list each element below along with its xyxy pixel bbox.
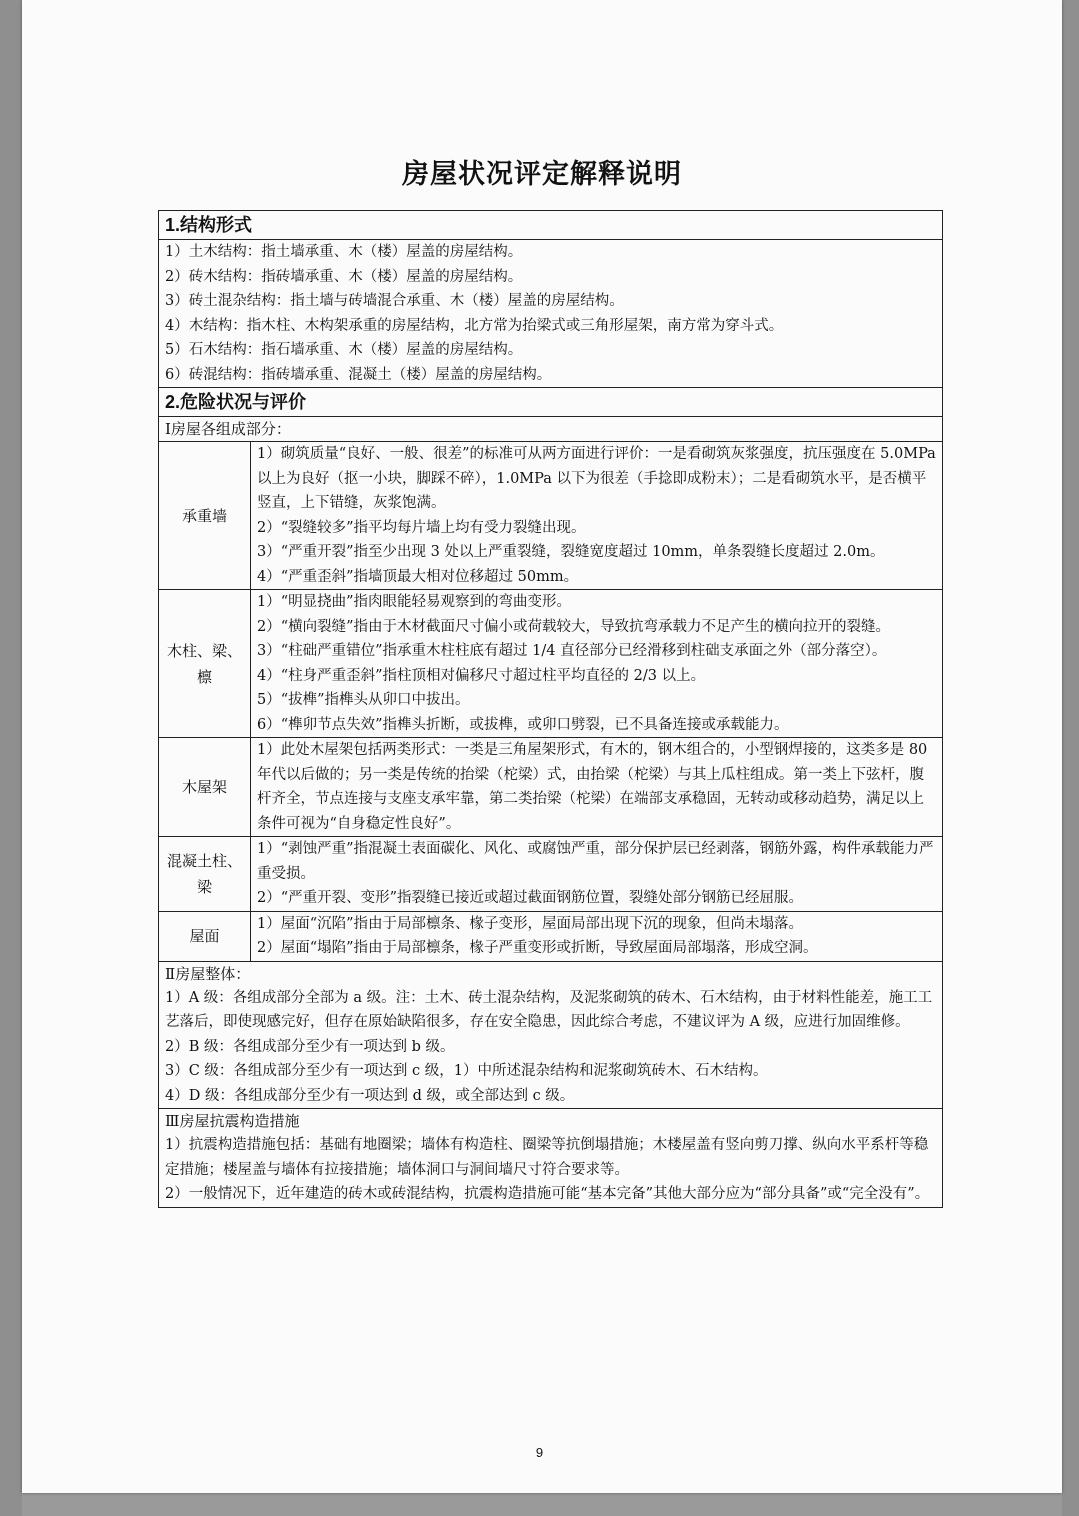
section-structure-heading-row	[159, 211, 943, 240]
row-label: 屋面	[159, 911, 251, 961]
subsection-heading: Ⅱ房屋整体：	[165, 964, 251, 983]
list-item: 1）“剥蚀严重”指混凝土表面碳化、风化、或腐蚀严重，部分保护层已经剥落，钢筋外露，构件承载能力严重受损。	[257, 841, 934, 882]
list-item: 1）此处木屋架包括两类形式：一类是三角屋架形式，有木的，钢木组合的，小型钢焊接的，这类多是 80 年代以后做的；另一类是传统的抬梁（柁梁）式，由抬梁（柁梁）与其上瓜柱组成。第一类上下弦杆，腹杆齐全，节点连接与支座支承牢靠，第二类抬梁（柁梁）在端部支承稳固，无转动或移动趋势，满足以上条件可视为“自身稳定性良好”。	[257, 742, 928, 832]
list-item: 4）D 级：各组成部分至少有一项达到 d 级，或全部达到 c 级。	[165, 1087, 575, 1104]
list-item: 2）“严重开裂、变形”指裂缝已接近或超过截面钢筋位置，裂缝处部分钢筋已经屈服。	[257, 890, 804, 906]
list-item: 4）“严重歪斜”指墙顶最大相对位移超过 50mm。	[257, 568, 579, 585]
list-item: 3）砖土混杂结构：指土墙与砖墙混合承重、木（楼）屋盖的房屋结构。	[165, 293, 624, 309]
part1-heading-row	[159, 417, 943, 442]
list-item: 3）“严重开裂”指至少出现 3 处以上严重裂缝，裂缝宽度超过 10mm，单条裂缝长度超过 2.0m。	[257, 544, 885, 560]
section-structure-body	[159, 240, 943, 388]
table-row	[159, 442, 943, 590]
list-item: 1）土木结构：指土墙承重、木（楼）屋盖的房屋结构。	[165, 244, 523, 260]
part3-row	[159, 1109, 943, 1208]
list-item: 6）砖混结构：指砖墙承重、混凝土（楼）屋盖的房屋结构。	[165, 366, 552, 383]
row-label: 混凝土柱、梁	[159, 837, 251, 912]
row-content	[251, 911, 943, 961]
list-item: 3）“柱础严重错位”指承重木柱柱底有超过 1/4 直径部分已经滑移到柱础支承面之外（部分落空）。	[257, 643, 887, 659]
list-item: 5）“拔榫”指榫头从卯口中拔出。	[257, 692, 470, 708]
table-row	[159, 911, 943, 961]
list-item: 6）“榫卯节点失效”指榫头折断，或拔榫，或卯口劈裂，已不具备连接或承载能力。	[257, 716, 789, 733]
table-row	[159, 738, 943, 837]
list-item: 2）B 级：各组成部分至少有一项达到 b 级。	[165, 1038, 455, 1055]
list-item: 1）屋面“沉陷”指由于局部檩条、椽子变形，屋面局部出现下沉的现象，但尚未塌落。	[257, 915, 804, 932]
row-content	[251, 738, 943, 837]
explanation-table	[158, 210, 943, 1208]
section-heading: 2.危险状况与评价	[159, 388, 943, 417]
section-danger-heading-row	[159, 388, 943, 417]
list-item: 4）木结构：指木柱、木构架承重的房屋结构，北方常为抬梁式或三角形屋架，南方常为穿斗式。	[165, 317, 784, 334]
table-row	[159, 837, 943, 912]
list-item: 5）石木结构：指石墙承重、木（楼）屋盖的房屋结构。	[165, 342, 523, 358]
row-label: 木柱、梁、檩	[159, 590, 251, 738]
list-item: 1）A 级：各组成部分全部为 a 级。注：土木、砖土混杂结构，及泥浆砌筑的砖木、石木结构，由于材料性能差，施工工艺落后，即使现感完好，但存在原始缺陷很多，存在安全隐患，因此综合考虑，不建议评为 A 级，应进行加固维修。	[165, 989, 933, 1030]
list-item: 1）砌筑质量“良好、一般、很差”的标准可从两方面进行评价：一是看砌筑灰浆强度，抗压强度在 5.0MPa 以上为良好（抠一小块，脚踩不碎），1.0MPa 以下为很差（手捻即成粉末）；二是看砌筑水平，是否横平竖直，上下错缝，灰浆饱满。	[257, 446, 936, 511]
right-margin	[1062, 0, 1079, 1516]
row-content	[251, 442, 943, 590]
list-item: 4）“柱身严重歪斜”指柱顶相对偏移尺寸超过柱平均直径的 2/3 以上。	[257, 667, 706, 684]
part2-body	[159, 961, 943, 1109]
row-label: 承重墙	[159, 442, 251, 590]
left-margin	[0, 0, 22, 1516]
list-item: 2）砖木结构：指砖墙承重、木（楼）屋盖的房屋结构。	[165, 268, 523, 285]
part2-row	[159, 961, 943, 1109]
list-item: 2）“裂缝较多”指平均每片墙上均有受力裂缝出现。	[257, 519, 586, 536]
list-item: 3）C 级：各组成部分至少有一项达到 c 级，1）中所述混杂结构和泥浆砌筑砖木、石木结构。	[165, 1063, 768, 1079]
row-label: 木屋架	[159, 738, 251, 837]
list-item: 1）“明显挠曲”指肉眼能轻易观察到的弯曲变形。	[257, 594, 572, 610]
subsection-heading: Ⅲ房屋抗震构造措施	[165, 1112, 300, 1130]
list-item: 2）“横向裂缝”指由于木材截面尺寸偏小或荷载较大，导致抗弯承载力不足产生的横向拉开的裂缝。	[257, 618, 891, 635]
section-structure-body-row	[159, 240, 943, 388]
list-item: 2）一般情况下，近年建造的砖木或砖混结构，抗震构造措施可能“基本完备”其他大部分应为“部分具备”或“完全没有”。	[165, 1186, 930, 1202]
row-content	[251, 590, 943, 738]
table-row	[159, 590, 943, 738]
list-item: 2）屋面“塌陷”指由于局部檩条，椽子严重变形或折断，导致屋面局部塌落，形成空洞。	[257, 940, 818, 956]
page-number: 9	[535, 1445, 544, 1460]
page-title: 房屋状况评定解释说明	[402, 159, 682, 190]
part3-body	[159, 1109, 943, 1208]
list-item: 1）抗震构造措施包括：基础有地圈梁；墙体有构造柱、圈梁等抗倒塌措施；木楼屋盖有竖向剪刀撑、纵向水平系杆等稳定措施；楼屋盖与墙体有拉接措施；墙体洞口与洞间墙尺寸符合要求等。	[165, 1137, 929, 1178]
section-heading: 1.结构形式	[159, 211, 943, 240]
row-content	[251, 837, 943, 912]
subsection-heading: Ⅰ房屋各组成部分：	[159, 417, 943, 442]
